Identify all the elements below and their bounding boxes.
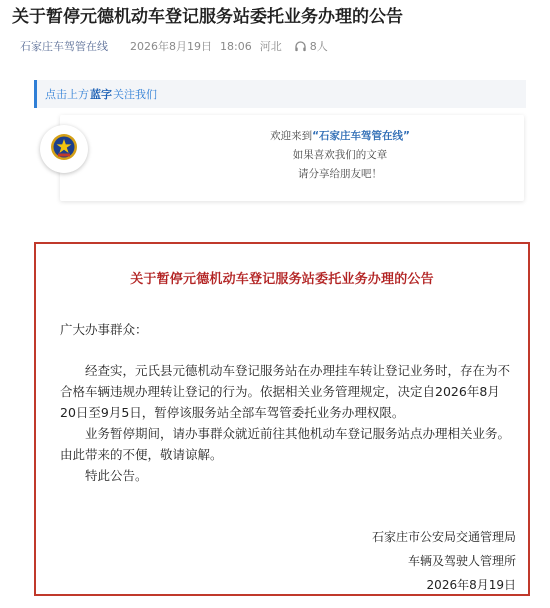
welcome-prefix: 欢迎来到	[270, 130, 313, 142]
publish-date: 2026年8月19日	[130, 40, 212, 53]
follow-highlight: 蓝字	[90, 88, 112, 101]
article-title: 关于暂停元德机动车登记服务站委托业务办理的公告	[12, 7, 403, 27]
welcome-text	[240, 127, 440, 184]
notice-paragraph: 经查实，元氏县元德机动车登记服务站在办理挂车转让登记业务时，存在为不合格车辆违规办理转让登记的行为。依据相关业务管理规定，决定自2026年8月20日至9月5日，暂停该服务站全部车驾管委托业务办理权限。	[60, 363, 511, 420]
reader-count: 8人	[309, 40, 328, 53]
signature-date: 2026年8月19日	[426, 578, 516, 592]
avatar	[40, 125, 88, 173]
notice-title: 关于暂停元德机动车登记服务站委托业务办理的公告	[130, 272, 434, 287]
follow-suffix: 关注我们	[113, 88, 157, 101]
welcome-line-3: 请分享给朋友吧！	[298, 168, 382, 180]
notice-box	[34, 242, 530, 596]
welcome-line-1	[240, 127, 440, 146]
headphones-icon	[294, 40, 307, 53]
follow-banner[interactable]	[34, 80, 526, 108]
welcome-line-2: 如果喜欢我们的文章	[292, 149, 388, 161]
notice-body	[60, 360, 510, 486]
notice-paragraph: 特此公告。	[85, 468, 148, 483]
follow-prefix: 点击上方	[45, 88, 89, 101]
notice-signature	[296, 525, 516, 597]
publish-region: 河北	[259, 40, 282, 53]
welcome-card	[40, 115, 524, 203]
publish-time: 18:06	[220, 39, 252, 53]
account-name-link[interactable]: 石家庄车驾管在线	[20, 40, 108, 53]
signature-dept: 车辆及驾驶人管理所	[407, 554, 516, 568]
notice-greeting: 广大办事群众：	[60, 322, 148, 337]
welcome-panel	[60, 115, 524, 201]
article-meta	[20, 38, 328, 54]
police-emblem-icon	[49, 132, 79, 166]
notice-paragraph: 业务暂停期间，请办事群众就近前往其他机动车登记服务站点办理相关业务。由此带来的不便，敬请谅解。	[60, 426, 511, 462]
signature-org: 石家庄市公安局交通管理局	[371, 530, 516, 544]
welcome-account-name: “石家庄车驾管在线”	[312, 130, 410, 142]
